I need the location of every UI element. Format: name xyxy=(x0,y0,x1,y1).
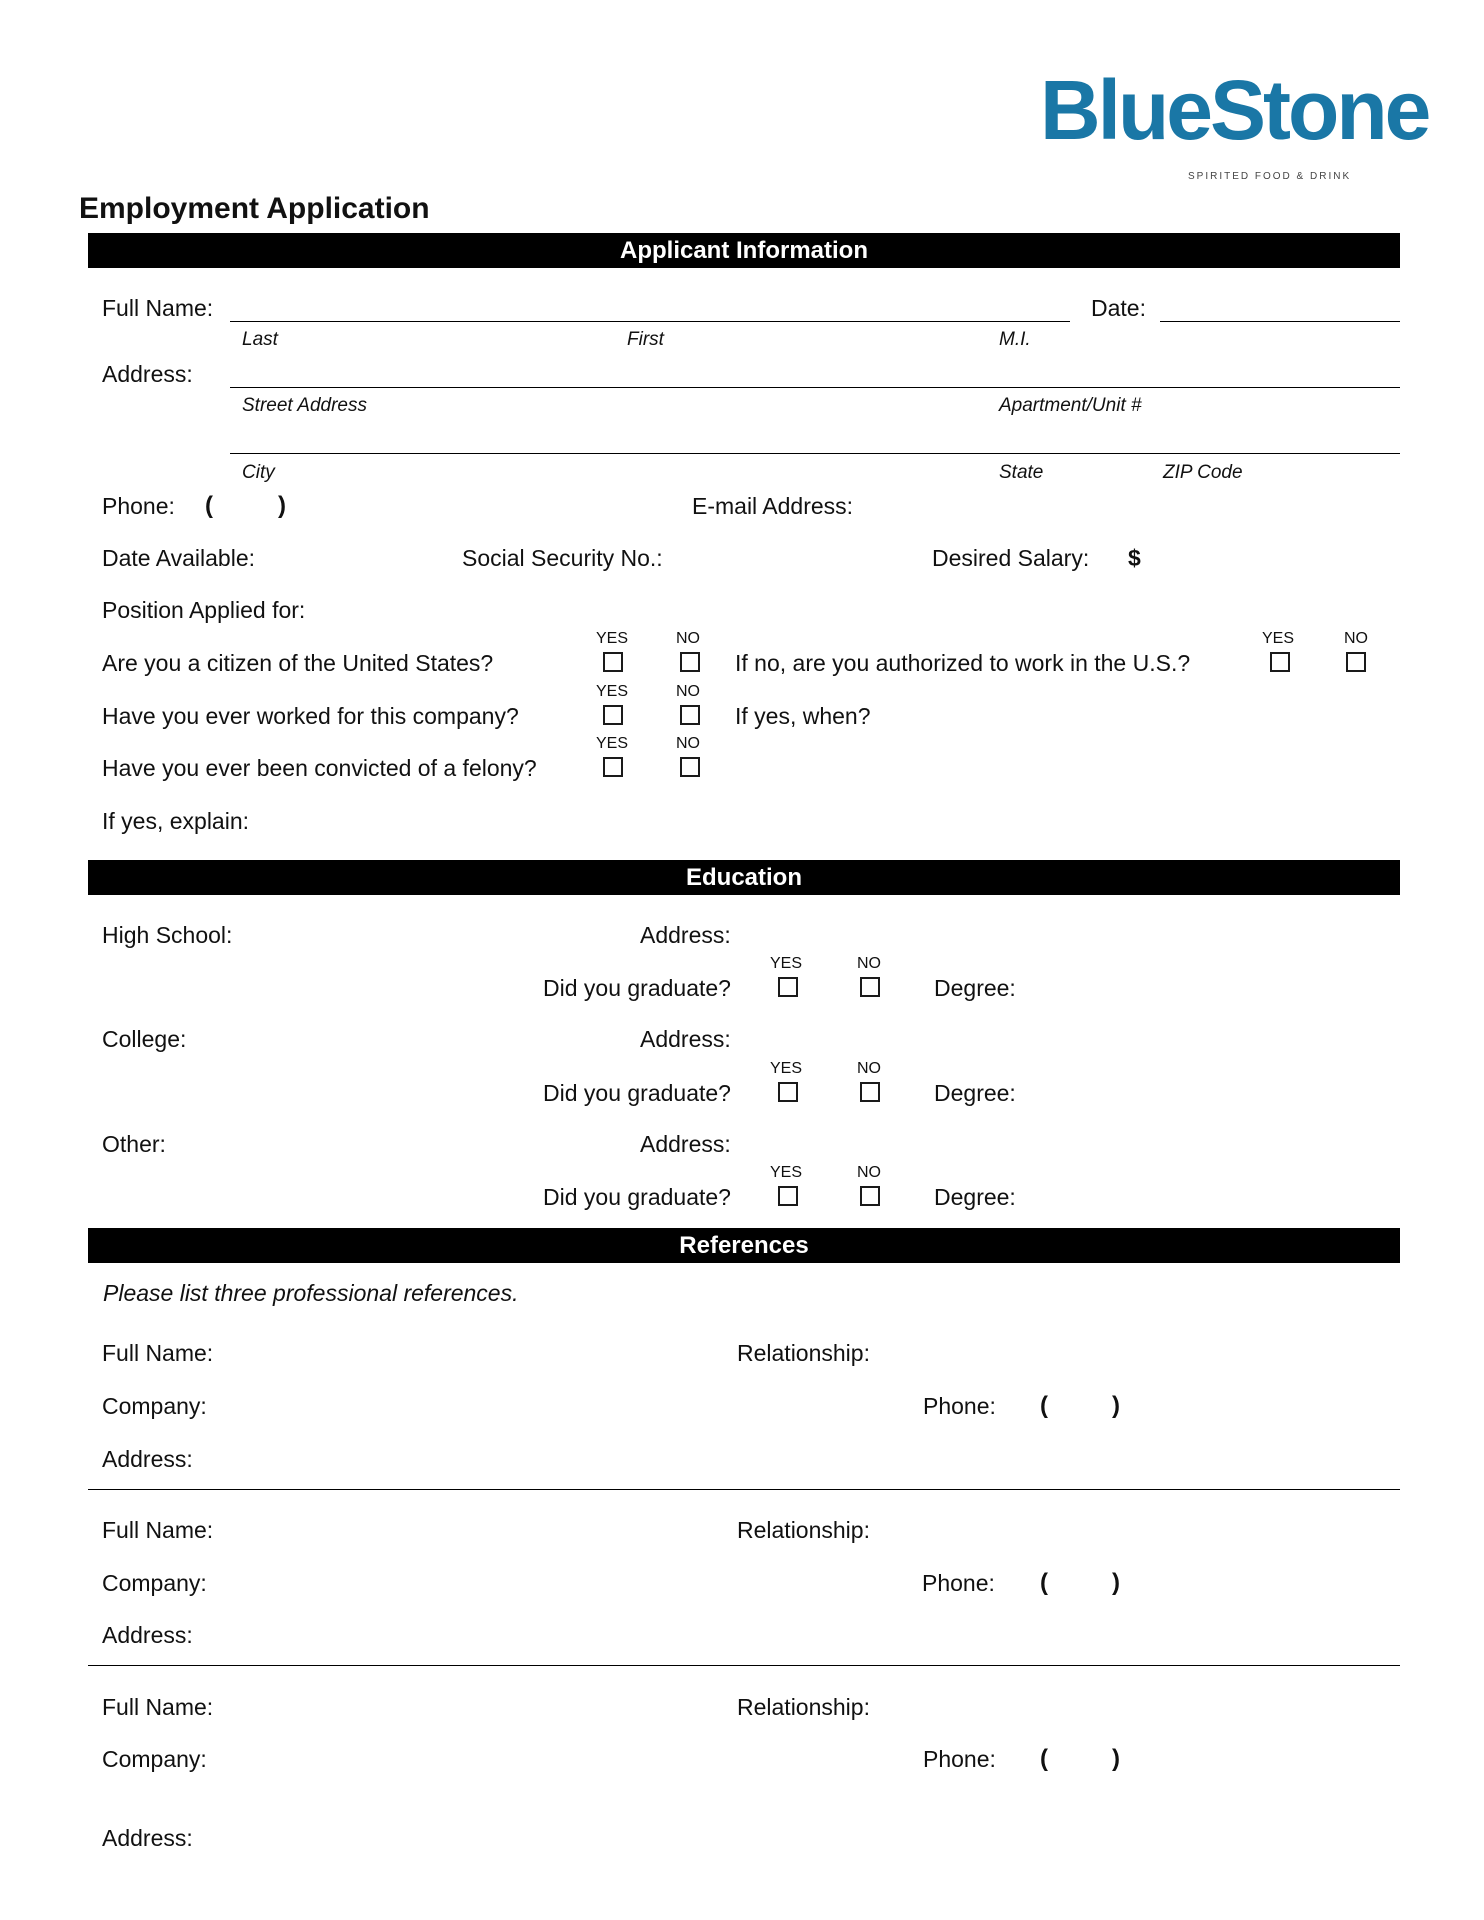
ref1-company-label: Company: xyxy=(102,1393,207,1419)
college-degree-label: Degree: xyxy=(934,1080,1016,1106)
references-instruction: Please list three professional references. xyxy=(103,1280,519,1306)
email-label: E-mail Address: xyxy=(692,493,854,519)
college-no-caption: NO xyxy=(857,1060,881,1077)
high-school-yes-caption: YES xyxy=(770,955,803,972)
worked-yes-caption: YES xyxy=(596,683,629,700)
desired-salary-label: Desired Salary: xyxy=(932,545,1090,571)
city-caption: City xyxy=(242,462,275,483)
worked-yes-checkbox[interactable] xyxy=(603,705,623,725)
citizen-yes-checkbox[interactable] xyxy=(603,652,623,672)
ref2-relationship-label: Relationship: xyxy=(737,1517,870,1543)
high-school-no-checkbox[interactable] xyxy=(860,977,880,997)
when-question: If yes, when? xyxy=(735,703,871,729)
city-state-zip-input-line[interactable] xyxy=(230,453,1400,454)
worked-no-checkbox[interactable] xyxy=(680,705,700,725)
citizen-no-checkbox[interactable] xyxy=(680,652,700,672)
high-school-graduate-question: Did you graduate? xyxy=(543,975,731,1001)
college-yes-caption: YES xyxy=(770,1060,803,1077)
section-bar-references: References xyxy=(88,1228,1400,1263)
ref1-full-name-label: Full Name: xyxy=(102,1340,214,1366)
ref3-relationship-label: Relationship: xyxy=(737,1694,870,1720)
ref3-phone-close-paren: ) xyxy=(1112,1745,1120,1772)
full-name-input-line[interactable] xyxy=(230,321,1070,322)
page-title: Employment Application xyxy=(79,192,430,225)
phone-label: Phone: xyxy=(102,493,175,519)
citizen-no-caption: NO xyxy=(676,630,700,647)
other-yes-checkbox[interactable] xyxy=(778,1186,798,1206)
ref2-divider xyxy=(88,1665,1400,1666)
authorized-question: If no, are you authorized to work in the U.S.? xyxy=(735,650,1191,676)
date-label: Date: xyxy=(1091,295,1146,321)
date-input-line[interactable] xyxy=(1160,321,1400,322)
felony-yes-caption: YES xyxy=(596,735,629,752)
felony-no-caption: NO xyxy=(676,735,700,752)
ref1-phone-open-paren: ( xyxy=(1040,1392,1048,1419)
other-address-label: Address: xyxy=(640,1131,731,1157)
zip-caption: ZIP Code xyxy=(1163,462,1243,483)
ssn-label: Social Security No.: xyxy=(462,545,663,571)
college-yes-checkbox[interactable] xyxy=(778,1082,798,1102)
other-graduate-question: Did you graduate? xyxy=(543,1184,731,1210)
high-school-degree-label: Degree: xyxy=(934,975,1016,1001)
citizen-yes-caption: YES xyxy=(596,630,629,647)
full-name-label: Full Name: xyxy=(102,295,214,321)
high-school-yes-checkbox[interactable] xyxy=(778,977,798,997)
other-school-label: Other: xyxy=(102,1131,166,1157)
ref2-phone-label: Phone: xyxy=(922,1570,995,1596)
other-yes-caption: YES xyxy=(770,1164,803,1181)
other-degree-label: Degree: xyxy=(934,1184,1016,1210)
felony-no-checkbox[interactable] xyxy=(680,757,700,777)
high-school-no-caption: NO xyxy=(857,955,881,972)
ref2-address-label: Address: xyxy=(102,1622,193,1648)
address-label: Address: xyxy=(102,361,193,387)
state-caption: State xyxy=(999,462,1044,483)
ref3-phone-label: Phone: xyxy=(923,1746,996,1772)
ref3-address-label: Address: xyxy=(102,1825,193,1851)
college-label: College: xyxy=(102,1026,187,1052)
authorized-yes-caption: YES xyxy=(1262,630,1295,647)
explain-label: If yes, explain: xyxy=(102,808,250,834)
ref2-company-label: Company: xyxy=(102,1570,207,1596)
phone-area-open-paren: ( xyxy=(205,492,213,519)
middle-initial-caption: M.I. xyxy=(999,329,1031,350)
ref3-company-label: Company: xyxy=(102,1746,207,1772)
ref2-full-name-label: Full Name: xyxy=(102,1517,214,1543)
last-name-caption: Last xyxy=(242,329,278,350)
other-no-checkbox[interactable] xyxy=(860,1186,880,1206)
worked-no-caption: NO xyxy=(676,683,700,700)
ref1-phone-close-paren: ) xyxy=(1112,1392,1120,1419)
other-no-caption: NO xyxy=(857,1164,881,1181)
felony-question: Have you ever been convicted of a felony? xyxy=(102,755,537,781)
authorized-no-caption: NO xyxy=(1344,630,1368,647)
phone-area-close-paren: ) xyxy=(278,492,286,519)
high-school-label: High School: xyxy=(102,922,233,948)
logo-tagline: SPIRITED FOOD & DRINK xyxy=(1188,171,1352,182)
citizen-question: Are you a citizen of the United States? xyxy=(102,650,494,676)
ref1-phone-label: Phone: xyxy=(923,1393,996,1419)
date-available-label: Date Available: xyxy=(102,545,256,571)
ref2-phone-close-paren: ) xyxy=(1112,1569,1120,1596)
currency-symbol: $ xyxy=(1128,545,1141,571)
first-name-caption: First xyxy=(627,329,664,350)
section-bar-education: Education xyxy=(88,860,1400,895)
ref2-phone-open-paren: ( xyxy=(1040,1569,1048,1596)
ref1-address-label: Address: xyxy=(102,1446,193,1472)
worked-question: Have you ever worked for this company? xyxy=(102,703,519,729)
high-school-address-label: Address: xyxy=(640,922,731,948)
street-address-input-line[interactable] xyxy=(230,387,1400,388)
college-address-label: Address: xyxy=(640,1026,731,1052)
position-applied-label: Position Applied for: xyxy=(102,597,306,623)
college-no-checkbox[interactable] xyxy=(860,1082,880,1102)
authorized-no-checkbox[interactable] xyxy=(1346,652,1366,672)
ref3-phone-open-paren: ( xyxy=(1040,1745,1048,1772)
apartment-caption: Apartment/Unit # xyxy=(999,395,1142,416)
street-address-caption: Street Address xyxy=(242,395,367,416)
college-graduate-question: Did you graduate? xyxy=(543,1080,731,1106)
felony-yes-checkbox[interactable] xyxy=(603,757,623,777)
authorized-yes-checkbox[interactable] xyxy=(1270,652,1290,672)
logo-wordmark: BlueStone xyxy=(1040,62,1434,159)
ref3-full-name-label: Full Name: xyxy=(102,1694,214,1720)
ref1-relationship-label: Relationship: xyxy=(737,1340,870,1366)
ref1-divider xyxy=(88,1489,1400,1490)
section-bar-applicant: Applicant Information xyxy=(88,233,1400,268)
